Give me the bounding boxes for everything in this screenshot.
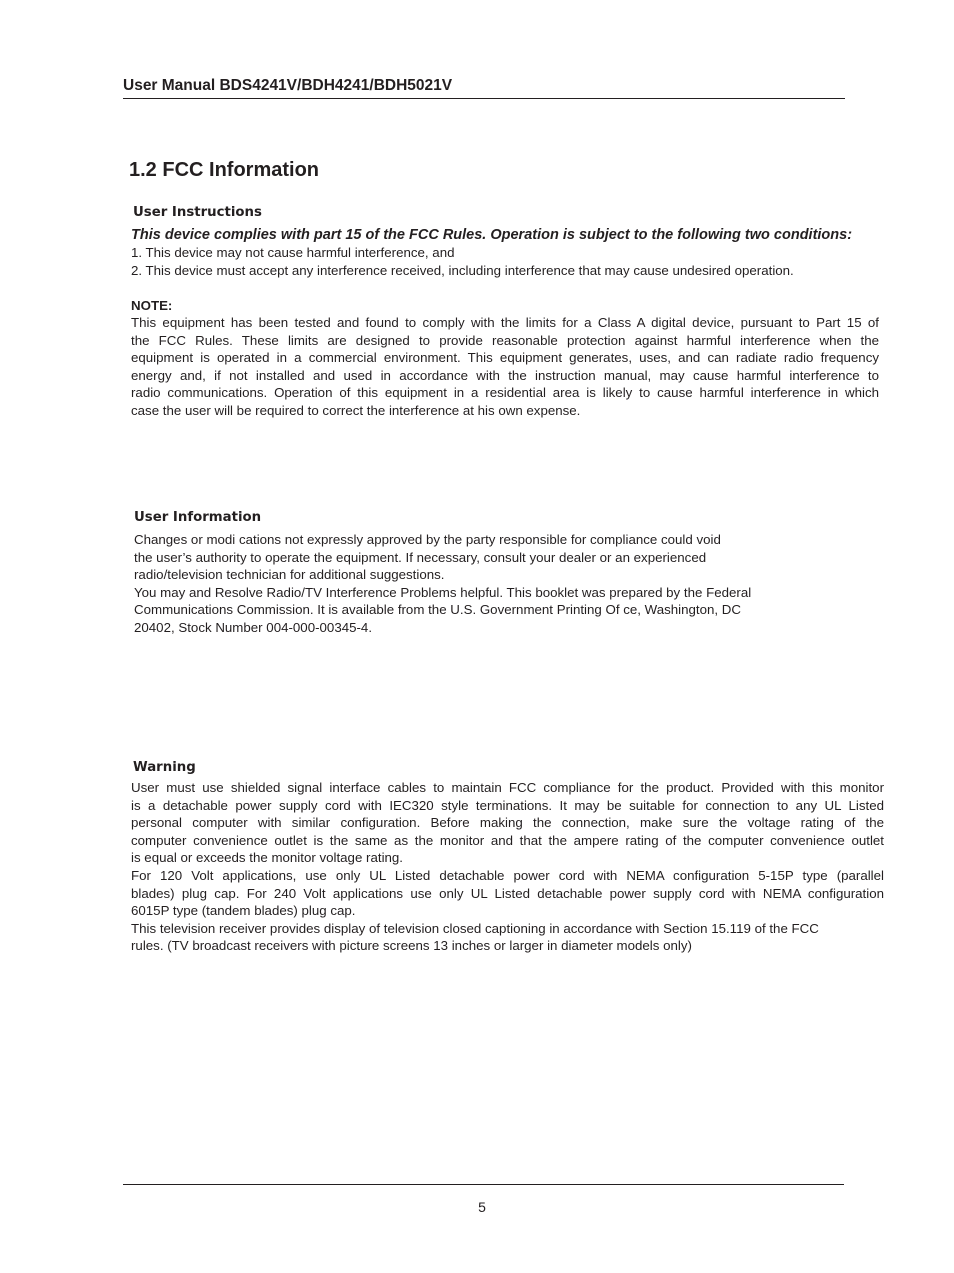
warning-line: User must use shielded signal interface cables to maintain FCC compliance for the product. Provided with this monitor bbox=[131, 780, 884, 795]
user-instructions-heading: User Instructions bbox=[133, 205, 262, 220]
warning-line: This television receiver provides display of television closed captioning in accordance with Section 15.119 of the FCC bbox=[131, 920, 819, 936]
condition-item-2: 2. This device must accept any interference received, including interference that may cause undesired operation. bbox=[131, 263, 794, 278]
header-divider bbox=[123, 98, 845, 99]
warning-heading: Warning bbox=[133, 760, 196, 775]
warning-line: 6015P type (tandem blades) plug cap. bbox=[131, 903, 356, 919]
page-number: 5 bbox=[478, 1199, 486, 1215]
note-line: This equipment has been tested and found to comply with the limits for a Class A digital device, pursuant to Part 15 of bbox=[131, 315, 879, 330]
user-information-line: Communications Commission. It is available from the U.S. Government Printing Of ce, Washington, DC bbox=[134, 602, 741, 618]
warning-line: For 120 Volt applications, use only UL Listed detachable power cord with NEMA configuration 5-15P type (parallel bbox=[131, 867, 884, 883]
compliance-statement: This device complies with part 15 of the FCC Rules. Operation is subject to the following two conditions: bbox=[131, 227, 853, 243]
user-information-heading: User Information bbox=[134, 510, 262, 525]
warning-line: personal computer with similar configuration. Before making the connection, make sure the voltage rating of the bbox=[131, 815, 884, 831]
note-label: NOTE: bbox=[131, 298, 173, 313]
warning-line: blades) plug cap. For 240 Volt applications use only UL Listed detachable power supply cord with NEMA configuration bbox=[131, 885, 884, 901]
user-information-line: radio/television technician for additional suggestions. bbox=[134, 567, 445, 583]
note-line: equipment is operated in a commercial environment. This equipment generates, uses, and can radiate radio frequency bbox=[131, 350, 879, 366]
warning-line: computer convenience outlet is the same as the monitor and that the ampere rating of the computer convenience outlet bbox=[131, 832, 884, 848]
user-information-line: Changes or modi cations not expressly approved by the party responsible for compliance could void bbox=[134, 532, 721, 547]
note-line: energy and, if not installed and used in accordance with the instruction manual, may cause harmful interference to bbox=[131, 367, 879, 383]
note-paragraph bbox=[131, 314, 879, 420]
manual-title: User Manual BDS4241V/BDH4241/BDH5021V bbox=[123, 77, 453, 94]
warning-line: rules. (TV broadcast receivers with picture screens 13 inches or larger in diameter models only) bbox=[131, 938, 692, 954]
footer-divider bbox=[123, 1184, 844, 1185]
note-line: case the user will be required to correct the interference at his own expense. bbox=[131, 402, 581, 418]
warning-line: is a detachable power supply cord with IEC320 style terminations. It may be suitable for connection to any UL Listed bbox=[131, 797, 884, 813]
user-information-line: 20402, Stock Number 004-000-00345-4. bbox=[134, 619, 373, 635]
user-information-line: the user’s authority to operate the equipment. If necessary, consult your dealer or an experienced bbox=[134, 549, 707, 565]
note-line: the FCC Rules. These limits are designed to provide reasonable protection against harmful interference when the bbox=[131, 332, 879, 348]
note-line: radio communications. Operation of this equipment in a residential area is likely to cause harmful interference in which bbox=[131, 385, 879, 401]
condition-item-1: 1. This device may not cause harmful interference, and bbox=[131, 245, 455, 260]
user-information-paragraph bbox=[134, 531, 751, 637]
user-information-line: You may and Resolve Radio/TV Interference Problems helpful. This booklet was prepared by the Federal bbox=[134, 584, 752, 600]
section-title: 1.2 FCC Information bbox=[129, 159, 320, 181]
warning-paragraph bbox=[131, 779, 884, 955]
warning-line: is equal or exceeds the monitor voltage rating. bbox=[131, 850, 404, 866]
